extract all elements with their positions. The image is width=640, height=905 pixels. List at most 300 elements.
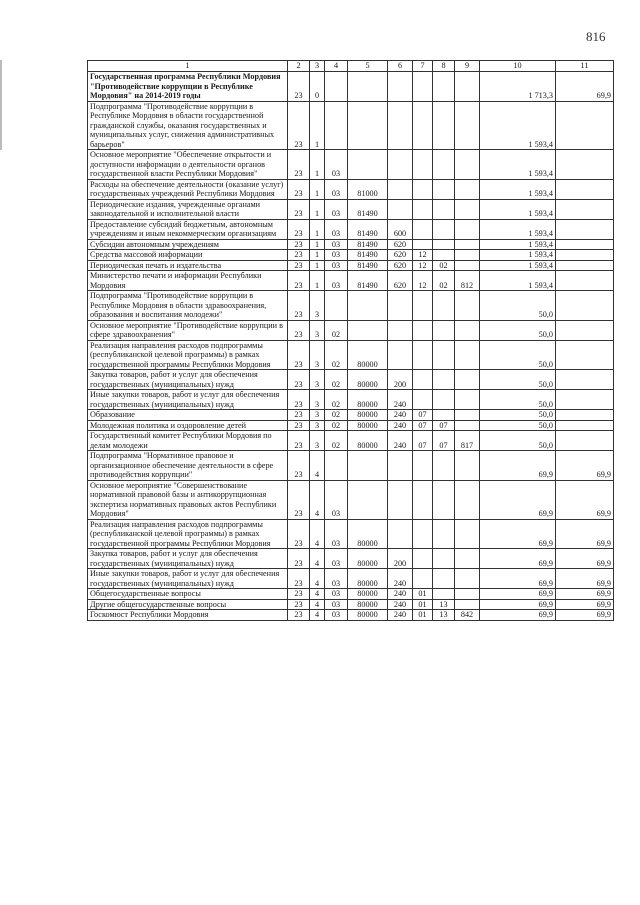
code-cell-c9: 842 [455,610,480,621]
code-cell-c3: 3 [310,410,325,421]
code-cell-c2: 23 [288,599,310,610]
code-cell-c4: 03 [325,250,348,261]
header-cell: 10 [480,61,556,72]
code-cell-c8 [433,410,455,421]
code-cell-c8: 07 [433,431,455,451]
code-cell-c7 [413,101,433,150]
code-cell-c2: 23 [288,420,310,431]
code-cell-c4: 02 [325,370,348,390]
row-name-cell: Государственный комитет Республики Мордовия по делам молодежи [88,431,288,451]
code-cell-c2: 23 [288,519,310,549]
code-cell-c3: 1 [310,199,325,219]
code-cell-c4: 03 [325,179,348,199]
code-cell-c9 [455,219,480,239]
code-cell-c7 [413,219,433,239]
row-name-cell: Периодическая печать и издательства [88,260,288,271]
code-cell-c6 [388,179,413,199]
amount-cell-c10: 1 593,4 [480,239,556,250]
amount-cell-c11: 69,9 [556,569,614,589]
code-cell-c8 [433,250,455,261]
header-cell: 3 [310,61,325,72]
table-body [88,72,614,621]
header-cell: 2 [288,61,310,72]
amount-cell-c11 [556,219,614,239]
code-cell-c6: 200 [388,370,413,390]
table-row [88,271,614,291]
code-cell-c5 [348,291,388,321]
table-row [88,480,614,519]
code-cell-c7: 01 [413,599,433,610]
code-cell-c2: 23 [288,219,310,239]
table-row [88,320,614,340]
code-cell-c6: 200 [388,549,413,569]
code-cell-c6: 240 [388,599,413,610]
code-cell-c5: 81490 [348,260,388,271]
code-cell-c4: 03 [325,569,348,589]
code-cell-c9 [455,519,480,549]
code-cell-c8: 02 [433,260,455,271]
code-cell-c8 [433,72,455,102]
code-cell-c7 [413,150,433,180]
code-cell-c3: 4 [310,589,325,600]
amount-cell-c11 [556,431,614,451]
code-cell-c6 [388,519,413,549]
code-cell-c4: 02 [325,410,348,421]
amount-cell-c11 [556,239,614,250]
code-cell-c9: 817 [455,431,480,451]
code-cell-c9 [455,340,480,370]
code-cell-c8 [433,370,455,390]
code-cell-c2: 23 [288,410,310,421]
code-cell-c8 [433,569,455,589]
code-cell-c5: 80000 [348,410,388,421]
code-cell-c3: 1 [310,101,325,150]
code-cell-c7: 12 [413,250,433,261]
code-cell-c3: 1 [310,260,325,271]
amount-cell-c11: 69,9 [556,599,614,610]
amount-cell-c10: 69,9 [480,569,556,589]
code-cell-c7: 07 [413,420,433,431]
code-cell-c6 [388,150,413,180]
amount-cell-c10: 69,9 [480,519,556,549]
code-cell-c3: 4 [310,599,325,610]
code-cell-c8 [433,549,455,569]
row-name-cell: Основное мероприятие "Обеспечение открытости и доступности информации о деятельности органов государственной власти Республики Мордовия" [88,150,288,180]
code-cell-c8 [433,480,455,519]
code-cell-c8: 07 [433,420,455,431]
code-cell-c5: 80000 [348,569,388,589]
row-name-cell: Периодические издания, учрежденные органами законодательной и исполнительной власти [88,199,288,219]
code-cell-c4: 03 [325,610,348,621]
code-cell-c3: 4 [310,519,325,549]
amount-cell-c10: 50,0 [480,340,556,370]
code-cell-c5: 80000 [348,610,388,621]
code-cell-c3: 3 [310,320,325,340]
code-cell-c9 [455,370,480,390]
amount-cell-c10: 1 593,4 [480,179,556,199]
code-cell-c8 [433,199,455,219]
code-cell-c6 [388,101,413,150]
code-cell-c2: 23 [288,390,310,410]
row-name-cell: Закупка товаров, работ и услуг для обеспечения государственных (муниципальных) нужд [88,549,288,569]
code-cell-c8: 13 [433,610,455,621]
amount-cell-c10: 69,9 [480,610,556,621]
code-cell-c8 [433,589,455,600]
amount-cell-c11: 69,9 [556,480,614,519]
amount-cell-c11: 69,9 [556,610,614,621]
code-cell-c3: 1 [310,250,325,261]
row-name-cell: Иные закупки товаров, работ и услуг для обеспечения государственных (муниципальных) нужд [88,569,288,589]
amount-cell-c11 [556,260,614,271]
amount-cell-c11: 69,9 [556,72,614,102]
code-cell-c2: 23 [288,549,310,569]
code-cell-c9 [455,480,480,519]
header-cell: 11 [556,61,614,72]
code-cell-c7 [413,519,433,549]
code-cell-c3: 3 [310,390,325,410]
code-cell-c3: 4 [310,569,325,589]
budget-table [87,60,614,621]
code-cell-c8 [433,179,455,199]
amount-cell-c11 [556,370,614,390]
amount-cell-c10: 1 713,3 [480,72,556,102]
code-cell-c6: 240 [388,431,413,451]
table-row [88,291,614,321]
code-cell-c7 [413,480,433,519]
code-cell-c3: 4 [310,451,325,481]
page-number: 816 [586,29,606,44]
amount-cell-c10: 1 593,4 [480,219,556,239]
code-cell-c9 [455,410,480,421]
row-name-cell: Реализация направления расходов подпрограммы (республиканской целевой программы) в рамках государственной программы Республики Мордовия [88,340,288,370]
code-cell-c5: 81490 [348,219,388,239]
amount-cell-c11 [556,271,614,291]
code-cell-c6 [388,340,413,370]
code-cell-c2: 23 [288,451,310,481]
code-cell-c6 [388,480,413,519]
code-cell-c9 [455,599,480,610]
code-cell-c3: 4 [310,549,325,569]
table-row [88,420,614,431]
code-cell-c5: 80000 [348,420,388,431]
amount-cell-c11: 69,9 [556,451,614,481]
code-cell-c9: 812 [455,271,480,291]
table-row [88,390,614,410]
code-cell-c7: 07 [413,431,433,451]
table-row [88,569,614,589]
row-name-cell: Подпрограмма "Нормативное правовое и организационное обеспечение деятельности в сфере противодействия коррупции" [88,451,288,481]
row-name-cell: Иные закупки товаров, работ и услуг для обеспечения государственных (муниципальных) нужд [88,390,288,410]
code-cell-c2: 23 [288,589,310,600]
table-row [88,101,614,150]
code-cell-c5: 80000 [348,589,388,600]
row-name-cell: Образование [88,410,288,421]
code-cell-c7 [413,451,433,481]
table-row [88,199,614,219]
header-cell: 7 [413,61,433,72]
amount-cell-c10: 1 593,4 [480,101,556,150]
code-cell-c7 [413,390,433,410]
code-cell-c8 [433,340,455,370]
code-cell-c2: 23 [288,179,310,199]
code-cell-c4: 02 [325,320,348,340]
code-cell-c2: 23 [288,370,310,390]
code-cell-c9 [455,420,480,431]
code-cell-c5: 80000 [348,549,388,569]
code-cell-c8 [433,451,455,481]
table-row [88,370,614,390]
code-cell-c3: 1 [310,239,325,250]
amount-cell-c11 [556,250,614,261]
row-name-cell: Министерство печати и информации Республики Мордовия [88,271,288,291]
row-name-cell: Другие общегосударственные вопросы [88,599,288,610]
code-cell-c6: 620 [388,271,413,291]
table-row [88,72,614,102]
code-cell-c7: 12 [413,260,433,271]
code-cell-c7: 07 [413,410,433,421]
code-cell-c4: 03 [325,589,348,600]
table-row [88,599,614,610]
amount-cell-c10: 69,9 [480,451,556,481]
amount-cell-c10: 69,9 [480,599,556,610]
header-row [88,61,614,72]
amount-cell-c11 [556,179,614,199]
amount-cell-c11 [556,320,614,340]
code-cell-c6 [388,199,413,219]
amount-cell-c10: 1 593,4 [480,271,556,291]
amount-cell-c10: 50,0 [480,370,556,390]
code-cell-c6 [388,451,413,481]
code-cell-c5 [348,480,388,519]
row-name-cell: Субсидии автономным учреждениям [88,239,288,250]
code-cell-c8 [433,219,455,239]
code-cell-c2: 23 [288,271,310,291]
row-name-cell: Государственная программа Республики Мордовия "Противодействие коррупции в Республике Мордовия" на 2014-2019 годы [88,72,288,102]
code-cell-c9 [455,260,480,271]
code-cell-c9 [455,179,480,199]
code-cell-c9 [455,239,480,250]
scan-edge-mark [0,60,2,150]
code-cell-c7 [413,239,433,250]
code-cell-c9 [455,589,480,600]
amount-cell-c10: 50,0 [480,431,556,451]
header-cell: 4 [325,61,348,72]
code-cell-c4 [325,451,348,481]
code-cell-c6 [388,291,413,321]
code-cell-c9 [455,250,480,261]
code-cell-c9 [455,390,480,410]
code-cell-c5: 80000 [348,390,388,410]
row-name-cell: Подпрограмма "Противодействие коррупции в Республике Мордовия в области государственной гражданской службы, оказания государственных и муниципальных услуг, снижения административных барьеров" [88,101,288,150]
header-cell: 8 [433,61,455,72]
code-cell-c4: 03 [325,271,348,291]
code-cell-c5: 80000 [348,431,388,451]
code-cell-c3: 3 [310,370,325,390]
table-row [88,451,614,481]
code-cell-c7: 01 [413,610,433,621]
amount-cell-c11 [556,101,614,150]
row-name-cell: Молодежная политика и оздоровление детей [88,420,288,431]
code-cell-c7 [413,340,433,370]
code-cell-c5 [348,451,388,481]
amount-cell-c10: 50,0 [480,390,556,410]
table-row [88,340,614,370]
code-cell-c6: 240 [388,390,413,410]
code-cell-c2: 23 [288,291,310,321]
code-cell-c3: 4 [310,480,325,519]
table-row [88,519,614,549]
code-cell-c6 [388,72,413,102]
code-cell-c4: 02 [325,340,348,370]
code-cell-c7 [413,370,433,390]
amount-cell-c10: 50,0 [480,320,556,340]
code-cell-c7 [413,569,433,589]
code-cell-c6: 620 [388,239,413,250]
row-name-cell: Основное мероприятие "Противодействие коррупции в сфере здравоохранения" [88,320,288,340]
code-cell-c8 [433,390,455,410]
code-cell-c3: 3 [310,340,325,370]
amount-cell-c11 [556,390,614,410]
code-cell-c3: 1 [310,150,325,180]
code-cell-c5: 80000 [348,519,388,549]
code-cell-c8 [433,291,455,321]
amount-cell-c11 [556,340,614,370]
amount-cell-c11 [556,150,614,180]
code-cell-c4: 03 [325,150,348,180]
code-cell-c5: 80000 [348,599,388,610]
code-cell-c8 [433,150,455,180]
code-cell-c7: 01 [413,589,433,600]
code-cell-c4: 03 [325,519,348,549]
code-cell-c6: 620 [388,260,413,271]
row-name-cell: Средства массовой информации [88,250,288,261]
code-cell-c6: 240 [388,589,413,600]
code-cell-c6 [388,320,413,340]
code-cell-c7 [413,549,433,569]
code-cell-c6: 240 [388,410,413,421]
code-cell-c5 [348,72,388,102]
code-cell-c7 [413,320,433,340]
code-cell-c7 [413,72,433,102]
code-cell-c9 [455,291,480,321]
code-cell-c5: 81000 [348,179,388,199]
row-name-cell: Госкомюст Республики Мордовия [88,610,288,621]
row-name-cell: Подпрограмма "Противодействие коррупции в Республике Мордовия в области здравоохранения, образования и воспитания молодежи" [88,291,288,321]
amount-cell-c10: 1 593,4 [480,250,556,261]
code-cell-c2: 23 [288,480,310,519]
code-cell-c5 [348,150,388,180]
table-row [88,179,614,199]
amount-cell-c11 [556,291,614,321]
table-row [88,219,614,239]
header-cell: 1 [88,61,288,72]
code-cell-c4: 03 [325,239,348,250]
code-cell-c5: 80000 [348,370,388,390]
amount-cell-c10: 50,0 [480,420,556,431]
code-cell-c6: 240 [388,610,413,621]
code-cell-c8: 02 [433,271,455,291]
code-cell-c8 [433,519,455,549]
code-cell-c5: 80000 [348,340,388,370]
amount-cell-c11 [556,420,614,431]
amount-cell-c10: 69,9 [480,549,556,569]
code-cell-c9 [455,569,480,589]
code-cell-c5: 81490 [348,199,388,219]
table-row [88,150,614,180]
code-cell-c3: 4 [310,610,325,621]
code-cell-c4: 03 [325,260,348,271]
code-cell-c6: 600 [388,219,413,239]
amount-cell-c11 [556,199,614,219]
code-cell-c9 [455,72,480,102]
amount-cell-c10: 69,9 [480,589,556,600]
code-cell-c2: 23 [288,320,310,340]
code-cell-c9 [455,150,480,180]
code-cell-c7 [413,291,433,321]
code-cell-c4: 03 [325,199,348,219]
code-cell-c4: 03 [325,599,348,610]
code-cell-c2: 23 [288,150,310,180]
code-cell-c2: 23 [288,569,310,589]
code-cell-c8 [433,101,455,150]
code-cell-c6: 240 [388,420,413,431]
code-cell-c9 [455,101,480,150]
row-name-cell: Предоставление субсидий бюджетным, автономным учреждениям и иным некоммерческим организациям [88,219,288,239]
code-cell-c4: 02 [325,431,348,451]
code-cell-c2: 23 [288,431,310,451]
code-cell-c4: 02 [325,420,348,431]
code-cell-c2: 23 [288,250,310,261]
amount-cell-c10: 1 593,4 [480,199,556,219]
amount-cell-c11: 69,9 [556,549,614,569]
header-cell: 9 [455,61,480,72]
table-row [88,589,614,600]
code-cell-c9 [455,451,480,481]
table-row [88,610,614,621]
code-cell-c6: 240 [388,569,413,589]
code-cell-c8 [433,239,455,250]
code-cell-c9 [455,320,480,340]
amount-cell-c10: 50,0 [480,410,556,421]
row-name-cell: Закупка товаров, работ и услуг для обеспечения государственных (муниципальных) нужд [88,370,288,390]
code-cell-c6: 620 [388,250,413,261]
code-cell-c7 [413,179,433,199]
table-row [88,410,614,421]
amount-cell-c11 [556,410,614,421]
code-cell-c4: 03 [325,480,348,519]
code-cell-c9 [455,199,480,219]
amount-cell-c10: 50,0 [480,291,556,321]
table-row [88,260,614,271]
code-cell-c3: 1 [310,179,325,199]
table-row [88,549,614,569]
code-cell-c3: 3 [310,431,325,451]
code-cell-c4: 02 [325,390,348,410]
code-cell-c4 [325,291,348,321]
code-cell-c9 [455,549,480,569]
row-name-cell: Общегосударственные вопросы [88,589,288,600]
amount-cell-c11: 69,9 [556,589,614,600]
code-cell-c3: 1 [310,219,325,239]
code-cell-c7: 12 [413,271,433,291]
code-cell-c8: 13 [433,599,455,610]
code-cell-c2: 23 [288,199,310,219]
code-cell-c2: 23 [288,72,310,102]
amount-cell-c10: 1 593,4 [480,150,556,180]
code-cell-c2: 23 [288,260,310,271]
code-cell-c4: 03 [325,219,348,239]
code-cell-c7 [413,199,433,219]
